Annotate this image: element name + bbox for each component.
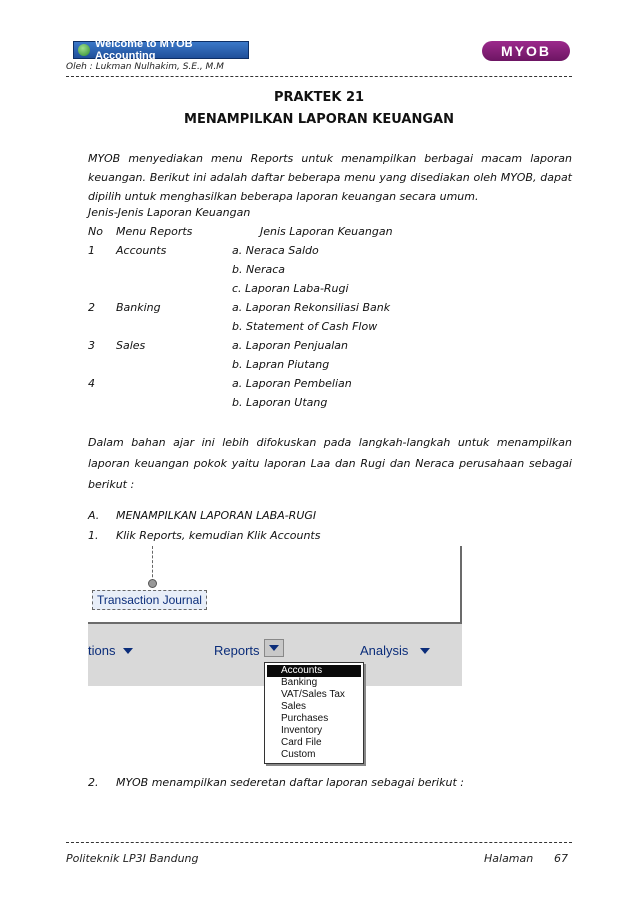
section-a-label: A. [88,509,100,522]
col-header-menu: Menu Reports [116,225,193,238]
row-item: b. Laporan Utang [232,396,328,409]
welcome-banner [73,38,249,62]
transaction-journal-button[interactable]: Transaction Journal [92,590,207,610]
row-menu: Banking [116,301,161,314]
menu-item-sales[interactable]: Sales [281,701,307,712]
step2-label: 2. [88,776,99,789]
row-item: b. Lapran Piutang [232,358,330,371]
command-center-canvas [88,546,462,624]
col-header-no: No [88,225,103,238]
step1-text: Klik Reports, kemudian Klik Accounts [116,529,321,542]
row-no: 1 [88,244,95,257]
nav-reports-label[interactable]: Reports [214,643,260,658]
reports-dropdown-button[interactable] [264,639,284,657]
welcome-banner-text: Welcome to MYOB Accounting [95,38,193,62]
row-no: 2 [88,301,95,314]
list-heading: Jenis-Jenis Laporan Keuangan [88,206,251,219]
section-a-title: MENAMPILKAN LAPORAN LABA-RUGI [116,509,317,522]
flow-node-icon [148,579,157,588]
menu-item-accounts[interactable]: Accounts [267,665,361,677]
menu-item-banking[interactable]: Banking [281,677,318,688]
footer-divider [66,842,572,843]
author-line: Oleh : Lukman Nulhakim, S.E., M.M [66,62,224,72]
row-menu: Accounts [116,244,167,257]
myob-reports-screenshot [88,546,462,768]
row-item: c. Laporan Laba-Rugi [232,282,349,295]
intro-paragraph: MYOB menyediakan menu Reports untuk menampilkan berbagai macam laporan keuangan. Berikut ini adalah daftar beberapa menu yang disediakan oleh MYOB, dapat dipilih untuk menghasilkan beberapa laporan keuangan secara umum. [88,152,572,203]
footer-page-number: 67 [554,852,568,865]
row-menu: Sales [116,339,146,352]
myob-globe-icon [78,44,90,56]
chevron-down-icon [269,645,279,651]
chevron-down-icon[interactable] [123,648,133,654]
row-item: a. Laporan Pembelian [232,377,352,390]
myob-logo-text: MYOB [501,43,551,59]
footer-page-label: Halaman [484,852,534,865]
row-item: a. Laporan Penjualan [232,339,348,352]
step2-text: MYOB menampilkan sederetan daftar laporan sebagai berikut : [116,776,464,789]
nav-options-label[interactable]: tions [88,643,116,658]
row-no: 4 [88,377,95,390]
row-item: b. Statement of Cash Flow [232,320,378,333]
step1-label: 1. [88,529,99,542]
col-header-jenis: Jenis Laporan Keuangan [260,225,393,238]
page-title-line1: PRAKTEK 21 [273,90,365,105]
reports-dropdown-menu [264,662,364,764]
focus-paragraph: Dalam bahan ajar ini lebih difokuskan pada langkah-langkah untuk menampilkan laporan keuangan pokok yaitu laporan Laa dan Rugi dan Neraca perusahaan sebagai berikut : [88,436,572,491]
row-item: a. Neraca Saldo [232,244,319,257]
menu-item-inventory[interactable]: Inventory [281,725,323,736]
footer-institution: Politeknik LP3I Bandung [66,852,199,865]
row-no: 3 [88,339,95,352]
chevron-down-icon[interactable] [420,648,430,654]
page-title-line2: MENAMPILKAN LAPORAN KEUANGAN [184,112,454,127]
row-item: b. Neraca [232,263,286,276]
myob-logo [482,41,570,61]
header-divider [66,76,572,77]
nav-analysis-label[interactable]: Analysis [360,643,409,658]
menu-item-vat-sales-tax[interactable]: VAT/Sales Tax [281,689,345,700]
row-item: a. Laporan Rekonsiliasi Bank [232,301,391,314]
menu-item-card-file[interactable]: Card File [281,737,322,748]
menu-item-purchases[interactable]: Purchases [281,713,329,724]
flow-connector [152,546,153,582]
menu-item-custom[interactable]: Custom [281,749,316,760]
